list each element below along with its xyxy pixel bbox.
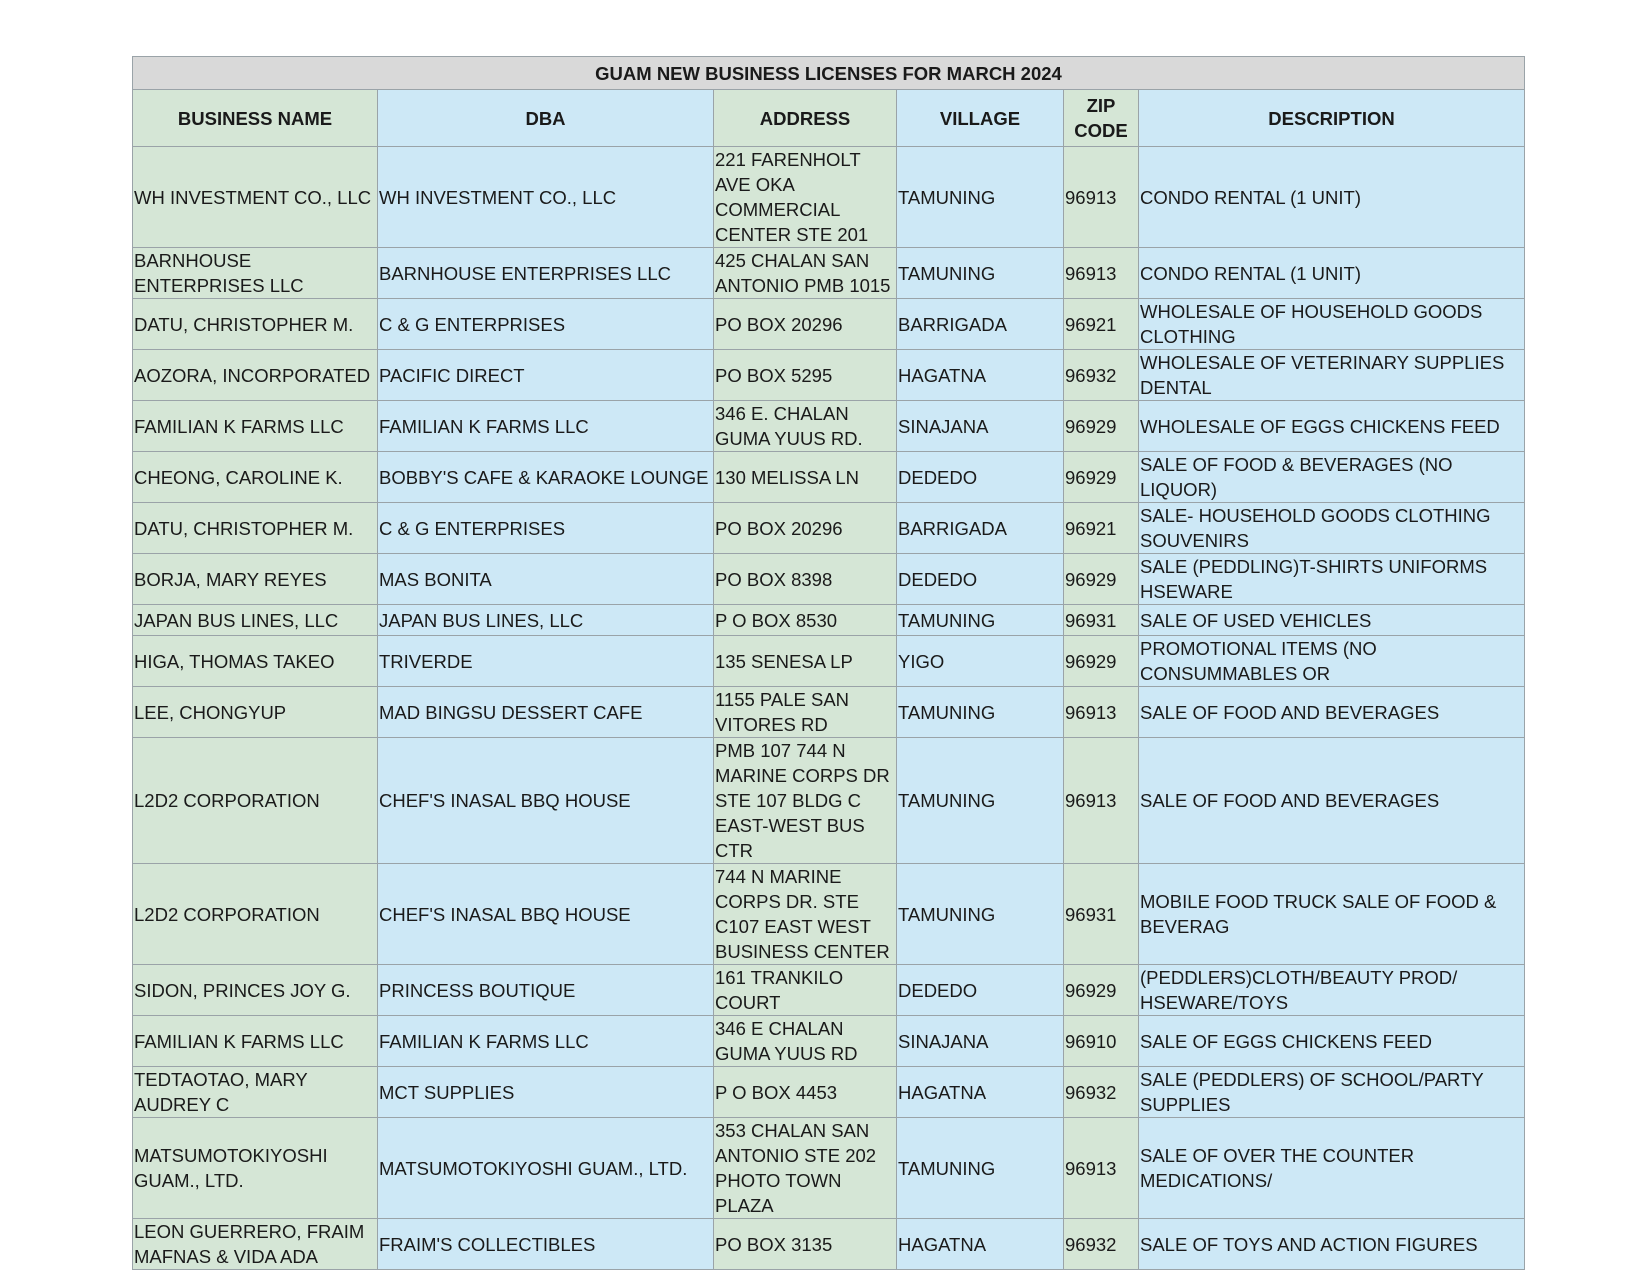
- cell-dba: CHEF'S INASAL BBQ HOUSE: [378, 864, 714, 965]
- cell-zip: 96931: [1064, 864, 1139, 965]
- table-row: [133, 605, 1525, 636]
- cell-business-name: BORJA, MARY REYES: [133, 554, 378, 605]
- cell-address: 130 MELISSA LN: [714, 452, 897, 503]
- cell-business-name: MATSUMOTOKIYOSHI GUAM., LTD.: [133, 1118, 378, 1219]
- cell-description: SALE (PEDDLERS) OF SCHOOL/PARTY SUPPLIES: [1139, 1067, 1525, 1118]
- cell-zip: 96913: [1064, 738, 1139, 864]
- cell-business-name: LEE, CHONGYUP: [133, 687, 378, 738]
- cell-address: PO BOX 3135: [714, 1219, 897, 1270]
- cell-description: SALE OF FOOD AND BEVERAGES: [1139, 687, 1525, 738]
- cell-dba: WH INVESTMENT CO., LLC: [378, 147, 714, 248]
- table-row: [133, 687, 1525, 738]
- cell-village: TAMUNING: [897, 147, 1064, 248]
- header-address: ADDRESS: [714, 90, 897, 147]
- cell-description: (PEDDLERS)CLOTH/BEAUTY PROD/ HSEWARE/TOYS: [1139, 965, 1525, 1016]
- cell-address: P O BOX 8530: [714, 605, 897, 636]
- cell-address: 346 E. CHALAN GUMA YUUS RD.: [714, 401, 897, 452]
- cell-village: TAMUNING: [897, 248, 1064, 299]
- cell-dba: C & G ENTERPRISES: [378, 503, 714, 554]
- cell-dba: MAD BINGSU DESSERT CAFE: [378, 687, 714, 738]
- cell-description: SALE OF USED VEHICLES: [1139, 605, 1525, 636]
- cell-address: 353 CHALAN SAN ANTONIO STE 202 PHOTO TOWN PLAZA: [714, 1118, 897, 1219]
- cell-description: SALE OF FOOD AND BEVERAGES: [1139, 738, 1525, 864]
- cell-village: BARRIGADA: [897, 299, 1064, 350]
- table-title: GUAM NEW BUSINESS LICENSES FOR MARCH 2024: [133, 57, 1525, 90]
- cell-business-name: DATU, CHRISTOPHER M.: [133, 299, 378, 350]
- cell-business-name: CHEONG, CAROLINE K.: [133, 452, 378, 503]
- cell-description: MOBILE FOOD TRUCK SALE OF FOOD & BEVERAG: [1139, 864, 1525, 965]
- cell-zip: 96929: [1064, 636, 1139, 687]
- cell-dba: TRIVERDE: [378, 636, 714, 687]
- cell-business-name: HIGA, THOMAS TAKEO: [133, 636, 378, 687]
- cell-zip: 96929: [1064, 554, 1139, 605]
- header-row: [133, 90, 1525, 147]
- cell-zip: 96929: [1064, 401, 1139, 452]
- business-licenses-table: [132, 56, 1525, 1270]
- cell-dba: PACIFIC DIRECT: [378, 350, 714, 401]
- cell-dba: FAMILIAN K FARMS LLC: [378, 1016, 714, 1067]
- cell-village: HAGATNA: [897, 1067, 1064, 1118]
- cell-address: PO BOX 20296: [714, 299, 897, 350]
- cell-zip: 96913: [1064, 687, 1139, 738]
- cell-dba: MATSUMOTOKIYOSHI GUAM., LTD.: [378, 1118, 714, 1219]
- cell-village: TAMUNING: [897, 605, 1064, 636]
- cell-zip: 96910: [1064, 1016, 1139, 1067]
- cell-zip: 96913: [1064, 248, 1139, 299]
- cell-dba: JAPAN BUS LINES, LLC: [378, 605, 714, 636]
- cell-address: 161 TRANKILO COURT: [714, 965, 897, 1016]
- cell-description: WHOLESALE OF HOUSEHOLD GOODS CLOTHING: [1139, 299, 1525, 350]
- cell-village: TAMUNING: [897, 738, 1064, 864]
- table-row: [133, 147, 1525, 248]
- cell-zip: 96932: [1064, 1219, 1139, 1270]
- cell-address: 221 FARENHOLT AVE OKA COMMERCIAL CENTER STE 201: [714, 147, 897, 248]
- cell-zip: 96929: [1064, 965, 1139, 1016]
- title-row: [133, 57, 1525, 90]
- header-zip-code: ZIP CODE: [1064, 90, 1139, 147]
- cell-description: WHOLESALE OF VETERINARY SUPPLIES DENTAL: [1139, 350, 1525, 401]
- cell-business-name: LEON GUERRERO, FRAIM MAFNAS & VIDA ADA: [133, 1219, 378, 1270]
- cell-dba: BARNHOUSE ENTERPRISES LLC: [378, 248, 714, 299]
- cell-address: 346 E CHALAN GUMA YUUS RD: [714, 1016, 897, 1067]
- cell-village: HAGATNA: [897, 350, 1064, 401]
- cell-zip: 96921: [1064, 503, 1139, 554]
- header-business-name: BUSINESS NAME: [133, 90, 378, 147]
- cell-description: CONDO RENTAL (1 UNIT): [1139, 147, 1525, 248]
- cell-business-name: TEDTAOTAO, MARY AUDREY C: [133, 1067, 378, 1118]
- header-village: VILLAGE: [897, 90, 1064, 147]
- cell-business-name: FAMILIAN K FARMS LLC: [133, 401, 378, 452]
- cell-zip: 96921: [1064, 299, 1139, 350]
- cell-dba: BOBBY'S CAFE & KARAOKE LOUNGE: [378, 452, 714, 503]
- header-dba: DBA: [378, 90, 714, 147]
- cell-address: PMB 107 744 N MARINE CORPS DR STE 107 BLDG C EAST-WEST BUS CTR: [714, 738, 897, 864]
- cell-description: WHOLESALE OF EGGS CHICKENS FEED: [1139, 401, 1525, 452]
- cell-business-name: AOZORA, INCORPORATED: [133, 350, 378, 401]
- table-row: [133, 738, 1525, 864]
- cell-village: YIGO: [897, 636, 1064, 687]
- cell-description: SALE OF EGGS CHICKENS FEED: [1139, 1016, 1525, 1067]
- cell-description: PROMOTIONAL ITEMS (NO CONSUMMABLES OR: [1139, 636, 1525, 687]
- cell-zip: 96913: [1064, 1118, 1139, 1219]
- table-row: [133, 1219, 1525, 1270]
- cell-business-name: SIDON, PRINCES JOY G.: [133, 965, 378, 1016]
- table-row: [133, 248, 1525, 299]
- cell-dba: FRAIM'S COLLECTIBLES: [378, 1219, 714, 1270]
- cell-village: TAMUNING: [897, 864, 1064, 965]
- cell-business-name: BARNHOUSE ENTERPRISES LLC: [133, 248, 378, 299]
- table-row: [133, 1067, 1525, 1118]
- table-row: [133, 1016, 1525, 1067]
- table-row: [133, 864, 1525, 965]
- cell-address: 425 CHALAN SAN ANTONIO PMB 1015: [714, 248, 897, 299]
- cell-address: 135 SENESA LP: [714, 636, 897, 687]
- cell-business-name: L2D2 CORPORATION: [133, 738, 378, 864]
- cell-description: SALE- HOUSEHOLD GOODS CLOTHING SOUVENIRS: [1139, 503, 1525, 554]
- cell-address: 1155 PALE SAN VITORES RD: [714, 687, 897, 738]
- cell-business-name: FAMILIAN K FARMS LLC: [133, 1016, 378, 1067]
- cell-description: SALE (PEDDLING)T-SHIRTS UNIFORMS HSEWARE: [1139, 554, 1525, 605]
- cell-address: 744 N MARINE CORPS DR. STE C107 EAST WEST BUSINESS CENTER: [714, 864, 897, 965]
- table-row: [133, 401, 1525, 452]
- cell-description: SALE OF TOYS AND ACTION FIGURES: [1139, 1219, 1525, 1270]
- cell-dba: MCT SUPPLIES: [378, 1067, 714, 1118]
- cell-description: CONDO RENTAL (1 UNIT): [1139, 248, 1525, 299]
- cell-description: SALE OF OVER THE COUNTER MEDICATIONS/: [1139, 1118, 1525, 1219]
- cell-village: DEDEDO: [897, 452, 1064, 503]
- cell-village: DEDEDO: [897, 554, 1064, 605]
- cell-village: SINAJANA: [897, 1016, 1064, 1067]
- table-row: [133, 452, 1525, 503]
- cell-business-name: DATU, CHRISTOPHER M.: [133, 503, 378, 554]
- cell-zip: 96913: [1064, 147, 1139, 248]
- header-description: DESCRIPTION: [1139, 90, 1525, 147]
- table-row: [133, 554, 1525, 605]
- cell-village: HAGATNA: [897, 1219, 1064, 1270]
- cell-dba: PRINCESS BOUTIQUE: [378, 965, 714, 1016]
- table-row: [133, 965, 1525, 1016]
- cell-village: SINAJANA: [897, 401, 1064, 452]
- cell-zip: 96932: [1064, 350, 1139, 401]
- cell-dba: MAS BONITA: [378, 554, 714, 605]
- cell-dba: C & G ENTERPRISES: [378, 299, 714, 350]
- cell-village: TAMUNING: [897, 1118, 1064, 1219]
- cell-description: SALE OF FOOD & BEVERAGES (NO LIQUOR): [1139, 452, 1525, 503]
- table-row: [133, 350, 1525, 401]
- table-row: [133, 636, 1525, 687]
- cell-address: PO BOX 5295: [714, 350, 897, 401]
- table-row: [133, 299, 1525, 350]
- cell-village: TAMUNING: [897, 687, 1064, 738]
- table-row: [133, 503, 1525, 554]
- cell-address: PO BOX 8398: [714, 554, 897, 605]
- cell-dba: CHEF'S INASAL BBQ HOUSE: [378, 738, 714, 864]
- cell-zip: 96932: [1064, 1067, 1139, 1118]
- cell-business-name: WH INVESTMENT CO., LLC: [133, 147, 378, 248]
- cell-village: BARRIGADA: [897, 503, 1064, 554]
- cell-address: P O BOX 4453: [714, 1067, 897, 1118]
- cell-dba: FAMILIAN K FARMS LLC: [378, 401, 714, 452]
- cell-village: DEDEDO: [897, 965, 1064, 1016]
- table-row: [133, 1118, 1525, 1219]
- cell-zip: 96929: [1064, 452, 1139, 503]
- cell-business-name: L2D2 CORPORATION: [133, 864, 378, 965]
- cell-zip: 96931: [1064, 605, 1139, 636]
- cell-business-name: JAPAN BUS LINES, LLC: [133, 605, 378, 636]
- cell-address: PO BOX 20296: [714, 503, 897, 554]
